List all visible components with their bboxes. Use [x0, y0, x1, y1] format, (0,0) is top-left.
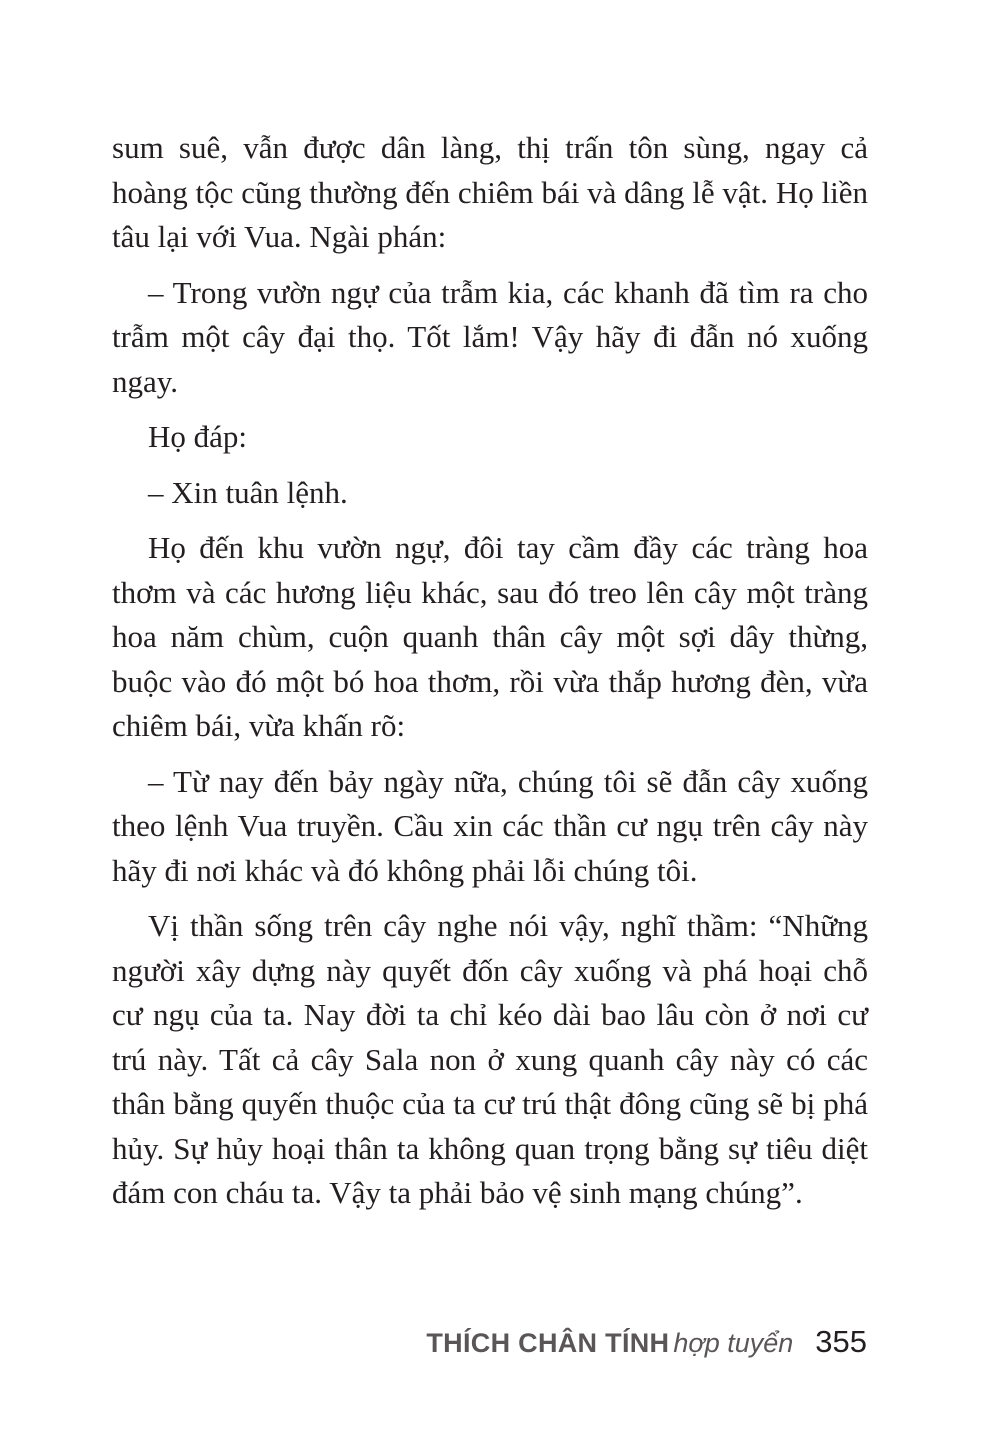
paragraph: Họ đến khu vườn ngự, đôi tay cầm đầy các tràng hoa thơm và các hương liệu khác, sau đó treo lên cây một tràng hoa năm chùm, cuộn quanh thân cây một sợi dây thừng, buộc vào đó một bó hoa thơm, rồi vừa thắp hương đèn, vừa chiêm bái, vừa khấn rõ: — [112, 530, 868, 743]
paragraph: Vị thần sống trên cây nghe nói vậy, nghĩ thầm: “Những người xây dựng này quyết đốn cây xuống và phá hoại chỗ cư ngụ của ta. Nay đời ta chỉ kéo dài bao lâu còn ở nơi cư trú này. Tất cả cây Sala non ở xung quanh cây này có các thân bằng quyến thuộc của ta cư trú thật đông cũng sẽ bị phá hủy. Sự hủy hoại thân ta không quan trọng bằng sự tiêu diệt đám con cháu ta. Vậy ta phải bảo vệ sinh mạng chúng”. — [112, 908, 868, 1210]
body-text — [112, 126, 868, 1227]
page-number: 355 — [815, 1324, 867, 1359]
footer-subtitle: hợp tuyển — [673, 1328, 794, 1358]
footer-author: THÍCH CHÂN TÍNH — [426, 1328, 670, 1358]
paragraph: – Xin tuân lệnh. — [148, 474, 348, 510]
paragraph: Họ đáp: — [148, 419, 248, 454]
paragraph: – Trong vườn ngự của trẫm kia, các khanh đã tìm ra cho trẫm một cây đại thọ. Tốt lắm! Vậy hãy đi đẫn nó xuống ngay. — [112, 274, 868, 399]
paragraph: sum suê, vẫn được dân làng, thị trấn tôn sùng, ngay cả hoàng tộc cũng thường đến chiêm bái và dâng lễ vật. Họ liền tâu lại với Vua. Ngài phán: — [112, 130, 868, 254]
page-footer — [426, 1324, 867, 1360]
paragraph: – Từ nay đến bảy ngày nữa, chúng tôi sẽ đẫn cây xuống theo lệnh Vua truyền. Cầu xin các thần cư ngụ trên cây này hãy đi nơi khác và đó không phải lỗi chúng tôi. — [112, 763, 868, 888]
